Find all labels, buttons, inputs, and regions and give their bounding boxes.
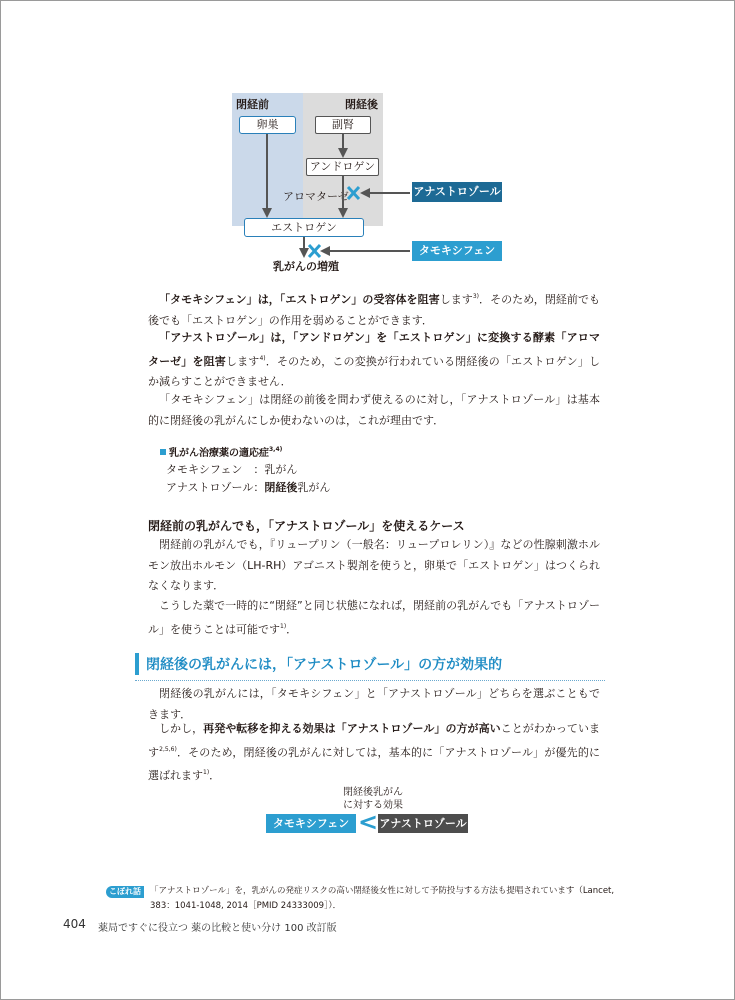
case-heading: 閉経前の乳がんでも，「アナストロゾール」を使えるケース — [148, 519, 465, 533]
text-span: こうした薬で一時的に“閉経”と同じ状態になれば，閉経前の乳がんでも「アナストロゾール」を使うことは可能です — [148, 599, 600, 636]
estrogen-box: エストロゲン — [244, 218, 364, 237]
comparison-tamoxifen-tag: タモキシフェン — [266, 814, 356, 833]
text-span: ． — [209, 769, 221, 782]
diagram-arrows — [0, 0, 735, 300]
text-span: アナストロゾール： — [166, 481, 265, 494]
androgen-box: アンドロゲン — [306, 158, 379, 176]
less-than-icon: < — [358, 808, 379, 836]
adrenal-box: 副腎 — [315, 116, 371, 134]
section-divider — [135, 680, 605, 681]
paragraph-postmeno-1: 閉経後の乳がんには，「タモキシフェン」と「アナストロゾール」どちらを選ぶこともできます． — [148, 687, 600, 721]
text-span: します — [439, 293, 473, 306]
square-bullet-icon — [160, 449, 166, 455]
reference-superscript: 1) — [203, 769, 210, 776]
text-span: します — [225, 354, 260, 368]
indications-title: 乳がん治療薬の適応症 — [169, 448, 269, 459]
reference-superscript: 4) — [259, 354, 266, 362]
block-x-icon — [348, 187, 359, 199]
text-span: ． — [286, 622, 298, 636]
paragraph-case-2 — [148, 596, 600, 640]
tamoxifen-tag: タモキシフェン — [412, 241, 502, 261]
paragraph-reason: 「タモキシフェン」は閉経の前後を問わず使えるのに対し，「アナストロゾール」は基本的に閉経後の乳がんにしか使わないのは，これが理由です． — [148, 393, 600, 427]
indication-anastrozole — [166, 479, 330, 495]
footnote-text: 「アナストロゾール」を，乳がんの発症リスクの高い閉経後女性に対して予防投与する方法も提唱されています（Lancet, 383：1041-1048, 2014［PMID 24333009］）． — [150, 886, 615, 911]
block-x-icon — [309, 245, 320, 257]
aromatase-label: アロマターゼ — [283, 190, 349, 203]
indication-tamoxifen: タモキシフェン ：乳がん — [166, 463, 298, 476]
text-span: ．そのため，閉経後の乳がんに対しては，基本的に「アナストロゾール」が優先的に選ばれます — [148, 745, 600, 782]
reference-superscript: 1) — [280, 622, 287, 630]
tidbit-badge: こぼれ話 — [106, 886, 144, 898]
text-span: しかし， — [159, 722, 204, 735]
caption-line: 閉経後乳がん — [343, 787, 403, 798]
comparison-anastrozole-tag: アナストロゾール — [378, 814, 468, 833]
cancer-growth-label: 乳がんの増殖 — [273, 260, 339, 273]
paragraph-tamoxifen — [148, 287, 600, 331]
bold-phrase: 再発や転移を抑える効果は「アナストロゾール」の方が高い — [203, 722, 501, 735]
indications-heading — [160, 444, 282, 459]
page-number: 404 — [63, 917, 86, 931]
text-span: ．そのため，閉経前でも後でも「エストロゲン」の作用を弱めることができます． — [148, 293, 600, 327]
premenopause-label: 閉経前 — [236, 98, 269, 111]
ovary-box: 卵巣 — [239, 116, 296, 134]
anastrozole-tag: アナストロゾール — [412, 182, 502, 202]
caption-line: に対する効果 — [343, 800, 403, 811]
text-span: ．そのため，この変換が行われている閉経後の「エストロゲン」しか減らすことができません． — [148, 354, 601, 388]
reference-superscript: 3,4) — [269, 446, 283, 453]
book-title: 薬局ですぐに役立つ 薬の比較と使い分け 100 改訂版 — [98, 923, 337, 934]
text-span: ことがわかっています — [148, 722, 601, 759]
text-span: 乳がん — [297, 481, 331, 494]
paragraph-anastrozole — [148, 328, 600, 393]
section-title: 閉経後の乳がんには，「アナストロゾール」の方が効果的 — [146, 657, 503, 673]
section-accent-bar — [135, 653, 139, 675]
paragraph-case-1: 閉経前の乳がんでも，『リュープリン（一般名：リュープロレリン）』などの性腺刺激ホルモン放出ホルモン（LH-RH）アゴニスト製剤を使うと，卵巣で「エストロゲン」はつくられなくなります． — [148, 538, 600, 592]
reference-superscript: 2,5,6) — [159, 745, 177, 753]
postmenopause-label: 閉経後 — [345, 98, 378, 111]
paragraph-postmeno-2 — [148, 719, 600, 787]
bold-phrase: 閉経後 — [264, 481, 298, 494]
bold-phrase: 「タモキシフェン」は，「エストロゲン」の受容体を阻害 — [159, 293, 440, 306]
reference-superscript: 3) — [472, 293, 479, 300]
bold-phrase: 「アナストロゾール」は，「アンドロゲン」を「エストロゲン」に変換する酵素「アロマターゼ」を阻害 — [148, 331, 600, 368]
